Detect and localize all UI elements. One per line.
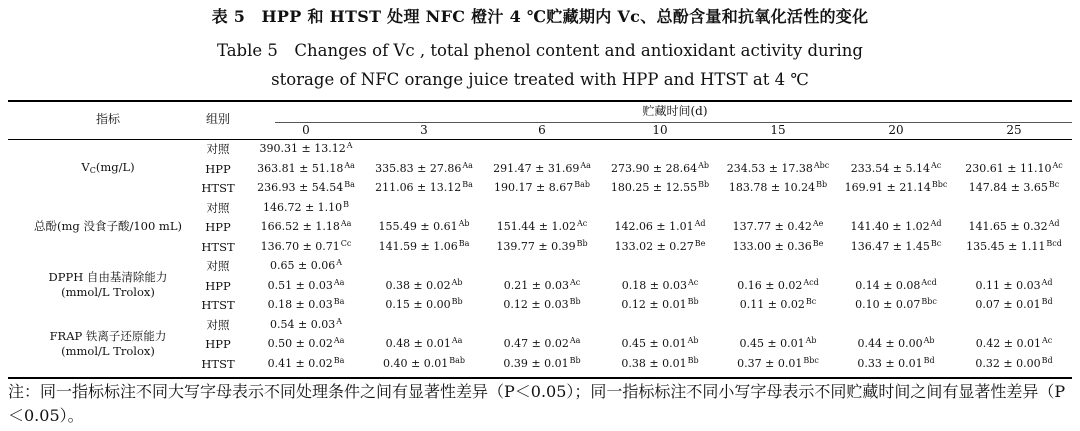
cell-value: 135.45 ± 1.11 [966,239,1046,253]
table-cell [976,337,1052,351]
table-cell [383,357,465,371]
cell-significance-letters: Ba [458,238,470,248]
cell-significance-letters: Bd [1041,297,1053,306]
cell-value: 155.49 ± 0.61 [378,220,458,233]
cell-value: 0.65 ± 0.06 [270,259,336,272]
cell-value: 151.44 ± 1.02 [496,220,576,233]
cell-value: 0.21 ± 0.03 [503,278,569,292]
cell-value: 136.47 ± 1.45 [850,239,930,253]
cell-significance-letters: Ab [458,219,470,228]
cell-significance-letters: Cc [340,238,352,248]
cell-value: 190.17 ± 8.67 [494,181,574,194]
cell-significance-letters: Bd [923,355,935,365]
table-cell [379,240,470,254]
table-cell [621,298,698,312]
table-cell [975,279,1052,293]
table-cell [969,181,1060,195]
cell-significance-letters: Ba [333,355,345,365]
table-cell [855,279,937,293]
cell-value: 0.40 ± 0.01 [383,356,449,370]
cell-significance-letters: Aa [344,160,355,170]
cell-value: 0.16 ± 0.02 [737,278,803,292]
group-label: 对照 [206,200,230,215]
cell-significance-letters: Ab [923,336,935,345]
cell-value: 0.11 ± 0.03 [975,278,1041,292]
cell-value: 141.65 ± 0.32 [968,220,1048,233]
cell-value: 180.25 ± 12.55 [610,181,698,194]
table-cell [845,181,948,195]
table-cell [504,337,581,351]
cell-value: 0.38 ± 0.01 [621,356,687,370]
cell-significance-letters: Ba [333,297,345,306]
cell-value: 136.70 ± 0.71 [260,239,340,253]
cell-value: 234.53 ± 17.38 [726,161,813,175]
table-cell [614,220,705,234]
cell-value: 0.18 ± 0.03 [621,278,687,292]
table-cell [966,240,1062,254]
indicator-label-line1: DPPH 自由基清除能力 [48,270,168,284]
cell-significance-letters: Bbc [931,180,948,189]
cell-value: 211.06 ± 13.12 [375,181,462,194]
table-cell [850,220,941,234]
cell-value: 0.51 ± 0.03 [267,278,333,292]
cell-value: 137.77 ± 0.42 [732,220,812,233]
cell-value: 141.40 ± 1.02 [850,220,930,233]
indicator-label-line1: 总酚(mg 没食子酸/100 mL) [34,219,182,233]
indicator-label-line2: (mmol/L Trolox) [61,285,155,299]
cell-value: 0.48 ± 0.01 [385,337,451,350]
cell-value: 141.59 ± 1.06 [378,239,458,253]
cell-significance-letters: Bab [574,180,590,189]
table-cell [968,220,1059,234]
table-cell [503,357,580,371]
cell-value: 236.93 ± 54.54 [257,181,344,194]
table-cell [857,357,934,371]
cell-significance-letters: A [336,316,342,326]
cell-significance-letters: Be [694,238,706,248]
group-label: 对照 [206,317,230,332]
table-cell [727,162,830,176]
cell-value: 0.45 ± 0.01 [621,337,687,350]
table-cell [622,279,698,293]
group-label: HTST [201,298,235,312]
cell-value: 0.12 ± 0.01 [621,298,687,311]
cell-significance-letters: Ab [698,160,710,170]
cell-significance-letters: A [336,258,342,267]
table-cell [268,298,345,312]
table-cell [257,162,355,176]
cell-value: 0.32 ± 0.00 [975,356,1041,370]
table-cell [496,240,587,254]
cell-value: 0.18 ± 0.03 [267,298,333,311]
table-cell [257,181,355,195]
cell-significance-letters: Ae [812,219,824,228]
cell-significance-letters: Bb [569,355,581,365]
table-cell [737,279,819,293]
cell-significance-letters: Aa [451,336,463,345]
cell-value: 0.45 ± 0.01 [739,337,805,350]
group-label: HPP [205,220,231,234]
header-day-0: 0 [302,123,310,137]
cell-significance-letters: Abc [813,160,830,170]
group-label: 对照 [206,142,230,156]
table-cell [737,357,819,371]
cell-significance-letters: Ac [687,277,699,287]
header-bottom-rule [8,139,1072,140]
table-cell [385,279,462,293]
cell-significance-letters: Ac [569,277,581,287]
cell-significance-letters: Aa [333,336,345,345]
cell-significance-letters: Bb [698,180,710,189]
cell-significance-letters: Bb [687,297,699,306]
cell-value: 147.84 ± 3.65 [968,181,1048,194]
cell-significance-letters: Ab [687,336,699,345]
table-title-cn: 表 5 HPP 和 HTST 处理 NFC 橙汁 4 ℃贮藏期内 Vc、总酚含量和抗氧化活性的变化 [211,7,869,26]
table-bottom-rule [8,377,1072,379]
table-cell [270,318,342,332]
cell-value: 0.44 ± 0.00 [857,337,923,350]
cell-significance-letters: Bb [451,297,463,306]
cell-significance-letters: Ab [805,336,817,345]
cell-significance-letters: Ad [694,219,706,228]
cell-value: 133.02 ± 0.27 [614,239,694,253]
table-cell [375,162,473,176]
table-cell [268,357,345,371]
indicator-label-0 [81,160,134,175]
header-indicator: 指标 [95,112,121,126]
cell-significance-letters: Aa [340,219,352,228]
group-label: HPP [205,337,231,351]
header-day-20: 20 [888,123,904,137]
table-cell [260,142,353,156]
cell-significance-letters: Ac [576,219,588,228]
cell-value: 0.42 ± 0.01 [975,337,1041,350]
header-group: 组别 [205,112,231,126]
table-cell [504,279,580,293]
header-storage-time: 贮藏时间(d) [642,104,708,118]
table-cell [851,162,941,176]
group-label: HTST [201,356,235,371]
table-cell [965,162,1062,176]
table-cell [621,357,698,371]
cell-value: 183.78 ± 10.24 [728,181,816,194]
table-cell [857,337,934,351]
cell-value: 0.11 ± 0.02 [739,298,805,311]
table-cell [740,298,817,312]
cell-value: 0.41 ± 0.02 [267,356,333,370]
group-label: HTST [201,181,235,195]
table-cell [263,201,349,215]
cell-significance-letters: Ad [930,219,942,228]
table-cell [733,240,824,254]
indicator-label-line1: FRAP 铁离子还原能力 [49,329,167,343]
group-label: 对照 [206,259,230,273]
cell-significance-letters: Acd [921,277,937,287]
cell-value: 0.39 ± 0.01 [503,356,569,370]
cell-value: 133.00 ± 0.36 [732,239,812,253]
cell-significance-letters: Bab [449,355,465,365]
table-cell [268,337,345,351]
group-label: HPP [205,161,231,176]
indicator-label-3 [50,329,167,359]
table-cell [497,220,587,234]
table-cell [268,279,345,293]
cell-value: 230.61 ± 11.10 [965,161,1052,175]
cell-value: 0.10 ± 0.07 [855,298,921,311]
cell-value: 146.72 ± 1.10 [262,200,343,214]
table-cell [615,240,706,254]
cell-value: 273.90 ± 28.64 [610,161,698,175]
cell-value: 335.83 ± 27.86 [375,161,462,175]
table-cell [386,337,463,351]
table-cell [621,337,698,351]
table-cell [385,298,462,312]
cell-significance-letters: Bb [576,238,588,248]
cell-value: 0.54 ± 0.03 [270,317,336,331]
cell-value: 139.77 ± 0.39 [496,239,576,253]
cell-value: 0.33 ± 0.01 [857,356,923,370]
cell-significance-letters: Bbc [803,355,819,365]
table-cell [729,181,827,195]
group-label: HTST [201,239,235,254]
cell-significance-letters: Aa [569,336,581,345]
cell-significance-letters: Bb [816,180,828,189]
cell-significance-letters: Ac [930,160,942,170]
header-day-10: 10 [652,123,668,137]
table-cell [270,259,342,273]
table-cell [375,181,473,195]
cell-significance-letters: Bb [569,297,581,306]
header-day-25: 25 [1006,123,1022,137]
cell-significance-letters: Bd [1041,355,1053,365]
cell-value: 0.38 ± 0.02 [385,278,451,292]
table-cell [261,220,352,234]
table-cell [975,298,1052,312]
header-day-15: 15 [770,123,786,137]
table-cell [739,337,816,351]
cell-significance-letters: Ad [1041,277,1053,287]
cell-significance-letters: Ab [451,277,463,287]
indicator-label-2 [49,270,168,300]
group-label: HPP [205,278,231,293]
cell-value: 233.54 ± 5.14 [850,161,930,175]
header-sub-rule [275,122,1072,123]
cell-significance-letters: Ba [344,180,355,189]
header-day-6: 6 [538,123,546,137]
table-title-en-line2: storage of NFC orange juice treated with HPP and HTST at 4 ℃ [271,70,809,89]
cell-value: 0.50 ± 0.02 [267,337,333,350]
cell-significance-letters: Ba [462,180,473,189]
cell-significance-letters: Aa [462,160,473,170]
header-day-3: 3 [420,123,428,137]
cell-significance-letters: Ad [1048,219,1060,228]
cell-value: 0.37 ± 0.01 [737,356,803,370]
cell-value: 169.91 ± 21.14 [844,181,931,194]
cell-value: 0.47 ± 0.02 [503,337,569,350]
cell-value: 0.14 ± 0.08 [855,278,921,292]
cell-significance-letters: Acd [803,277,819,287]
cell-significance-letters: Ac [1052,160,1063,170]
indicator-label-line1: $V_C(mg/L)$ [81,160,135,175]
cell-value: 390.31 ± 13.12 [259,142,346,155]
cell-significance-letters: A [346,141,353,150]
cell-value: 0.15 ± 0.00 [385,298,451,311]
cell-value: 142.06 ± 1.01 [614,220,694,233]
table-cell [851,240,942,254]
indicator-label-line2: (mmol/L Trolox) [61,344,155,358]
indicator-label-1 [34,219,182,234]
cell-value: 166.52 ± 1.18 [260,220,340,233]
table-cell [611,181,709,195]
table-cell [261,240,352,254]
cell-significance-letters: Bc [805,297,817,306]
table-top-rule [8,100,1072,102]
table-cell [493,162,591,176]
table-cell [378,220,469,234]
cell-value: 363.81 ± 51.18 [257,161,344,175]
table-note: 注：同一指标标注不同大写字母表示不同处理条件之间有显著性差异（P＜0.05）；同一指标标注不同小写字母表示不同贮藏时间之间有显著性差异（P＜0.05）。 [8,382,1066,425]
table-cell [503,298,580,312]
cell-significance-letters: Bc [930,238,942,248]
cell-significance-letters: Bb [687,355,699,365]
cell-value: 291.47 ± 31.69 [493,161,580,175]
table-cell [975,357,1052,371]
table-cell [611,162,709,176]
cell-significance-letters: Aa [580,160,591,170]
cell-significance-letters: Ac [1041,336,1053,345]
cell-value: 0.07 ± 0.01 [975,298,1041,311]
table-title-en-line1: Table 5 Changes of Vc , total phenol content and antioxidant activity during [216,41,863,60]
cell-value: 0.12 ± 0.03 [503,298,569,311]
table-cell [733,220,824,234]
cell-significance-letters: Bcd [1046,238,1062,248]
table-cell [855,298,937,312]
cell-significance-letters: B [343,199,350,209]
cell-significance-letters: Be [812,238,824,248]
cell-significance-letters: Bbc [921,297,937,306]
cell-significance-letters: Bc [1048,180,1060,189]
cell-significance-letters: Aa [333,277,345,287]
table-cell [494,181,590,195]
